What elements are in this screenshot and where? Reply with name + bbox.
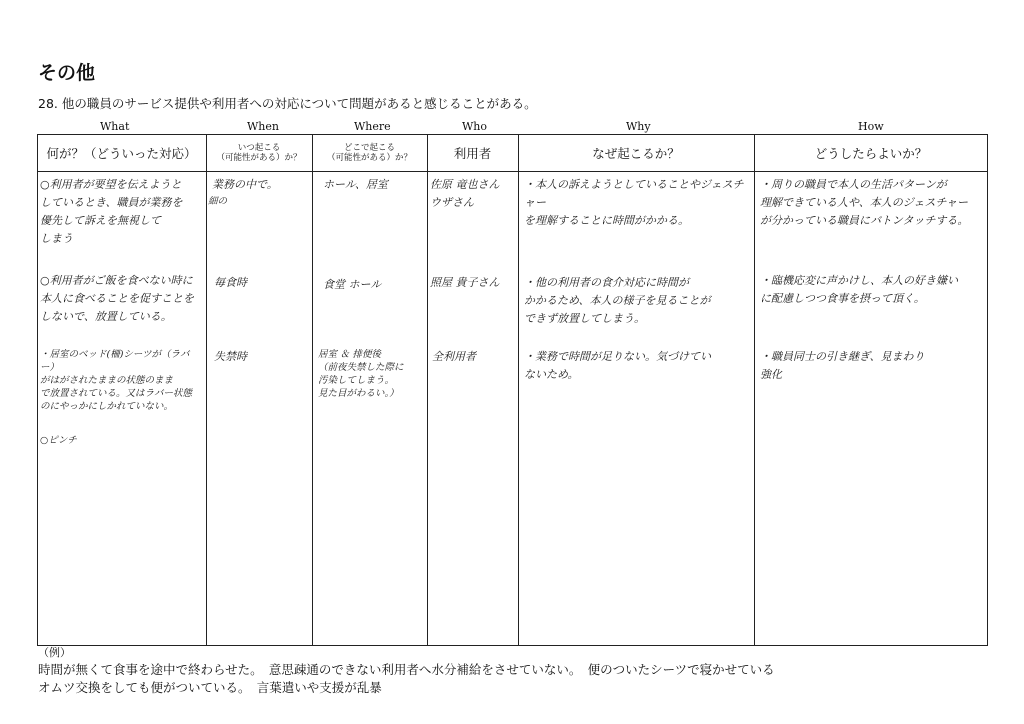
header-what: 何が？（どういった対応） bbox=[46, 145, 197, 161]
section-title: その他 bbox=[38, 62, 96, 84]
row1-where: ホール、居室 bbox=[323, 178, 388, 191]
row3-how: ・職員同士の引き継ぎ、見まわり 強化 bbox=[760, 350, 925, 381]
header-when bbox=[206, 134, 312, 171]
extra-note: ○ピンチ bbox=[40, 435, 77, 446]
row2-how: ・臨機応変に声かけし、本人の好き嫌い に配慮しつつ食事を摂って頂く。 bbox=[760, 274, 958, 305]
row3-where: 居室 ＆ 排便後 （前夜失禁した際に 汚染してしまう。 見た目がわるい。） bbox=[318, 349, 404, 399]
header-who: 利用者 bbox=[453, 145, 492, 161]
header-where bbox=[312, 134, 427, 171]
row1-when-note: 細の bbox=[208, 196, 228, 207]
column-divider bbox=[427, 134, 428, 646]
header-divider bbox=[37, 171, 988, 172]
column-en-why: Why bbox=[626, 120, 651, 133]
column-en-when: When bbox=[247, 120, 279, 133]
row2-why: ・他の利用者の食介対応に時間が かかるため、本人の様子を見ることが できず放置してしまう。 bbox=[524, 276, 711, 325]
column-divider bbox=[312, 134, 313, 646]
example-line-2: オムツ交換をしても便がついている。 言葉遣いや支援が乱暴 bbox=[38, 680, 382, 695]
header-when-line2: （可能性がある）か？ bbox=[216, 152, 302, 163]
row2-who: 照屋 貴子さん bbox=[430, 276, 500, 289]
row1-why: ・本人の訴えようとしていることやジェスチャー を理解することに時間がかかる。 bbox=[524, 178, 744, 227]
column-divider bbox=[518, 134, 519, 646]
column-divider bbox=[206, 134, 207, 646]
example-line-1: 時間が無くて食事を途中で終わらせた。 意思疎通のできない利用者へ水分補給をさせていない。 便のついたシーツで寝かせている bbox=[38, 662, 775, 677]
column-en-who: Who bbox=[462, 120, 488, 133]
row1-what: ○利用者が要望を伝えようと しているとき、職員が業務を 優先して訴えを無視して しまう bbox=[40, 178, 183, 245]
header-why: なぜ起こるか？ bbox=[592, 145, 680, 161]
question-text: 28. 他の職員のサービス提供や利用者への対応について問題があると感じることがある。 bbox=[38, 96, 537, 111]
column-en-how: How bbox=[858, 120, 884, 133]
header-when-line1: いつ起こる bbox=[237, 142, 281, 153]
row3-why: ・業務で時間が足りない。気づけてい ないため。 bbox=[524, 350, 711, 381]
column-divider bbox=[754, 134, 755, 646]
row2-when: 毎食時 bbox=[214, 276, 247, 289]
column-en-what: What bbox=[100, 120, 130, 133]
header-where-line1: どこで起こる bbox=[343, 142, 395, 153]
header-where-line2: （可能性がある）か？ bbox=[326, 152, 412, 163]
header-how: どうしたらよいか？ bbox=[814, 145, 928, 161]
row3-who: 全利用者 bbox=[432, 350, 476, 363]
column-en-where: Where bbox=[354, 120, 391, 133]
row2-where: 食堂 ホール bbox=[323, 278, 382, 291]
row3-when: 失禁時 bbox=[214, 350, 247, 363]
row1-how: ・周りの職員で本人の生活パターンが 理解できている人や、本人のジェスチャー が分かっている職員にバトンタッチする。 bbox=[760, 178, 969, 227]
example-label: （例） bbox=[38, 646, 71, 659]
row3-what: ・居室のベッド(柵)シーツが（ラバー） がはがされたままの状態のまま で放置されている。又はラバー状態 のにやっかにしかれていない。 bbox=[40, 349, 193, 412]
row1-who: 佐原 竜也さん ウザさん bbox=[430, 178, 500, 209]
row1-when: 業務の中で。 bbox=[212, 178, 278, 191]
row2-what: ○利用者がご飯を食べない時に 本人に食べることを促すことを しないで、放置している。 bbox=[40, 274, 194, 323]
